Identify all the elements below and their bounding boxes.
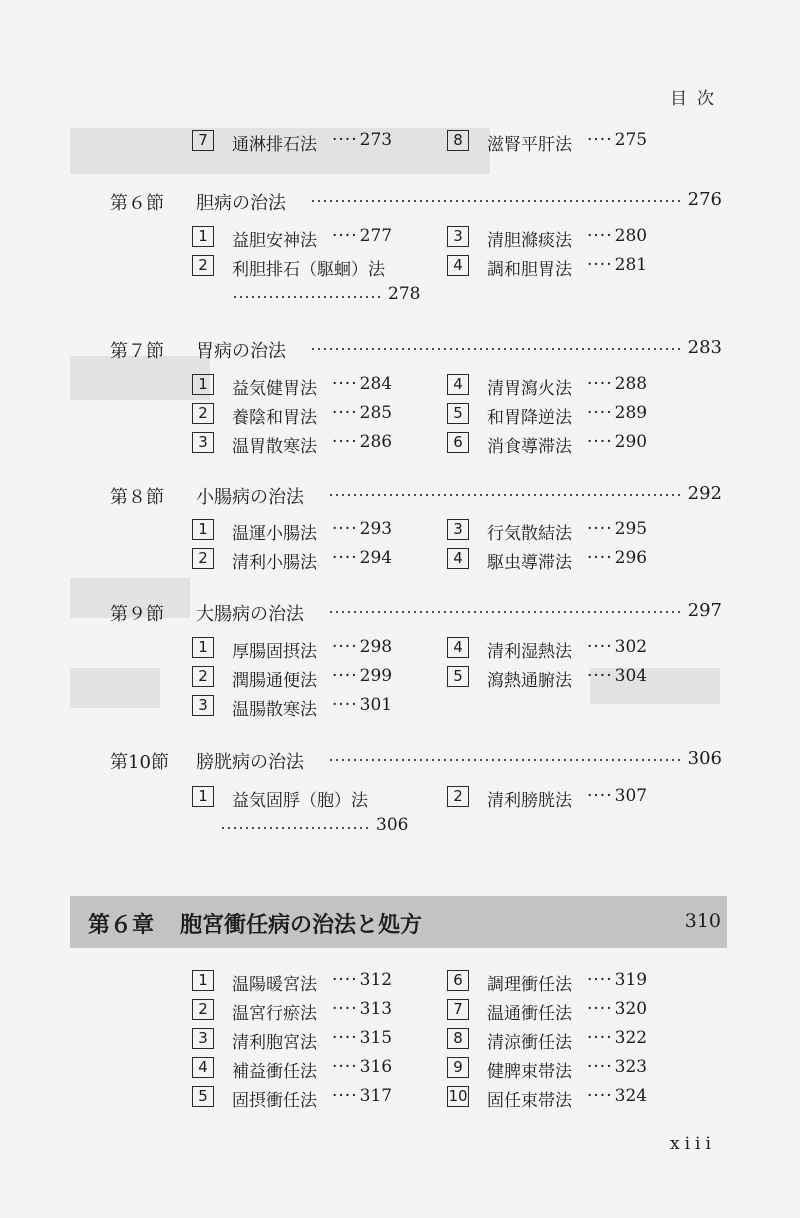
item-label: 駆虫導滞法 [487,553,572,573]
item-label: 清利湿熱法 [487,642,572,662]
item-page: ···· 313 [332,999,392,1019]
item-page: ···· 301 [332,695,392,715]
item-label: 温宮行瘀法 [232,1004,317,1024]
page-number: xiii [670,1134,716,1154]
item-number-box: 3 [192,695,214,716]
item-number-box: 2 [447,786,469,807]
section-number: 第８節 [110,487,164,508]
item-number-box: 1 [192,786,214,807]
item-page: ···· 289 [587,403,647,423]
item-label: 滋腎平肝法 [487,135,572,155]
item-page: ···· 293 [332,519,392,539]
item-number-box: 1 [192,374,214,395]
item-number-box: 1 [192,519,214,540]
item-number-box: 2 [192,255,214,276]
section-heading[interactable] [110,337,722,363]
item-number-box: 4 [447,637,469,658]
item-label: 固摂衝任法 [232,1091,317,1111]
chapter-title: 胞宮衝任病の治法と処方 [180,912,423,938]
item-number-box: 8 [447,130,469,151]
item-page: ···· 294 [332,548,392,568]
section-title: 小腸病の治法 [196,487,304,508]
item-page: ···· 280 [587,226,647,246]
item-label: 瀉熱通腑法 [487,671,572,691]
section-page: 297 [687,600,722,621]
item-number-box: 7 [447,999,469,1020]
item-page: ···· 288 [587,374,647,394]
chapter-heading[interactable] [70,896,727,948]
item-label: 清利胞宮法 [232,1033,317,1053]
item-number-box: 2 [192,666,214,687]
item-number-box: 4 [192,1057,214,1078]
item-label: 厚腸固摂法 [232,642,317,662]
section-page: 292 [687,483,722,504]
item-page: ···· 281 [587,255,647,275]
item-number-box: 8 [447,1028,469,1049]
item-page: ···· 290 [587,432,647,452]
item-number-box: 2 [192,548,214,569]
item-page: 306 [376,815,409,835]
section-page: 276 [687,189,722,210]
dot-leader [220,826,370,830]
item-number-box: 3 [192,1028,214,1049]
item-page: ···· 299 [332,666,392,686]
item-page: ···· 307 [587,786,647,806]
item-number-box: 2 [192,999,214,1020]
item-number-box: 10 [448,1087,468,1105]
section-heading[interactable] [110,189,722,215]
item-number-box: 3 [192,432,214,453]
item-label: 和胃降逆法 [487,408,572,428]
item-page: ···· 317 [332,1086,392,1106]
section-heading[interactable] [110,748,722,774]
section-number: 第９節 [110,604,164,625]
item-number-box: 7 [192,130,214,151]
item-label: 消食導滞法 [487,437,572,457]
dot-leader [310,199,682,203]
item-label: 益気健胃法 [232,379,317,399]
item-label: 通淋排石法 [232,135,317,155]
item-label: 益胆安神法 [232,231,317,251]
item-number-box: 5 [192,1086,214,1107]
item-label: 益気固脬（胞）法 [232,791,368,811]
item-page: ···· 295 [587,519,647,539]
section-heading[interactable] [110,483,722,509]
chapter-number: 第６章 [88,912,155,938]
section-page: 283 [687,337,722,358]
item-label: 温運小腸法 [232,524,317,544]
item-page: ···· 315 [332,1028,392,1048]
bleed-through-band [70,668,160,708]
item-label: 養陰和胃法 [232,408,317,428]
item-number-box: 5 [447,403,469,424]
item-page: ···· 322 [587,1028,647,1048]
item-number-box: 4 [447,255,469,276]
item-page: ···· 273 [332,130,392,150]
section-heading[interactable] [110,600,722,626]
item-page: 278 [388,284,421,304]
item-number-box: 5 [447,666,469,687]
item-page: ···· 286 [332,432,392,452]
item-label: 温通衝任法 [487,1004,572,1024]
item-label: 清胃瀉火法 [487,379,572,399]
dot-leader [328,493,682,497]
section-number: 第10節 [110,752,169,773]
item-page: ···· 298 [332,637,392,657]
item-label: 調理衝任法 [487,975,572,995]
item-number-box: 1 [192,226,214,247]
dot-leader [328,610,682,614]
item-label: 調和胆胃法 [487,260,572,280]
item-page: ···· 275 [587,130,647,150]
item-label: 利胆排石（駆蛔）法 [232,260,385,280]
item-label: 補益衝任法 [232,1062,317,1082]
dot-leader [232,295,382,299]
dot-leader [328,758,682,762]
item-label: 清利膀胱法 [487,791,572,811]
section-title: 胆病の治法 [196,193,286,214]
item-number-box: 2 [192,403,214,424]
section-number: 第７節 [110,341,164,362]
section-title: 膀胱病の治法 [196,752,304,773]
item-page: ···· 284 [332,374,392,394]
item-label: 清涼衝任法 [487,1033,572,1053]
section-title: 大腸病の治法 [196,604,304,625]
item-label: 固任束帯法 [487,1091,572,1111]
section-title: 胃病の治法 [196,341,286,362]
item-page: ···· 316 [332,1057,392,1077]
item-label: 温腸散寒法 [232,700,317,720]
item-label: 行気散結法 [487,524,572,544]
item-page: ···· 319 [587,970,647,990]
item-page: ···· 304 [587,666,647,686]
item-number-box: 3 [447,226,469,247]
item-number-box: 1 [192,970,214,991]
item-label: 温胃散寒法 [232,437,317,457]
section-page: 306 [687,748,722,769]
item-number-box: 3 [447,519,469,540]
item-page: ···· 323 [587,1057,647,1077]
item-number-box: 4 [447,548,469,569]
item-number-box: 4 [447,374,469,395]
item-page: ···· 312 [332,970,392,990]
item-page: ···· 320 [587,999,647,1019]
running-head: 目次 [670,89,724,109]
chapter-page: 310 [684,910,721,932]
item-number-box: 9 [447,1057,469,1078]
item-page: ···· 324 [587,1086,647,1106]
item-page: ···· 277 [332,226,392,246]
item-number-box: 1 [192,637,214,658]
item-label: 潤腸通便法 [232,671,317,691]
item-page: ···· 302 [587,637,647,657]
item-label: 温陽暖宮法 [232,975,317,995]
item-label: 健脾束帯法 [487,1062,572,1082]
section-number: 第６節 [110,193,164,214]
item-label: 清胆滌痰法 [487,231,572,251]
dot-leader [310,347,682,351]
item-label: 清利小腸法 [232,553,317,573]
item-number-box: 6 [447,970,469,991]
item-page: ···· 296 [587,548,647,568]
item-page: ···· 285 [332,403,392,423]
item-number-box: 6 [447,432,469,453]
